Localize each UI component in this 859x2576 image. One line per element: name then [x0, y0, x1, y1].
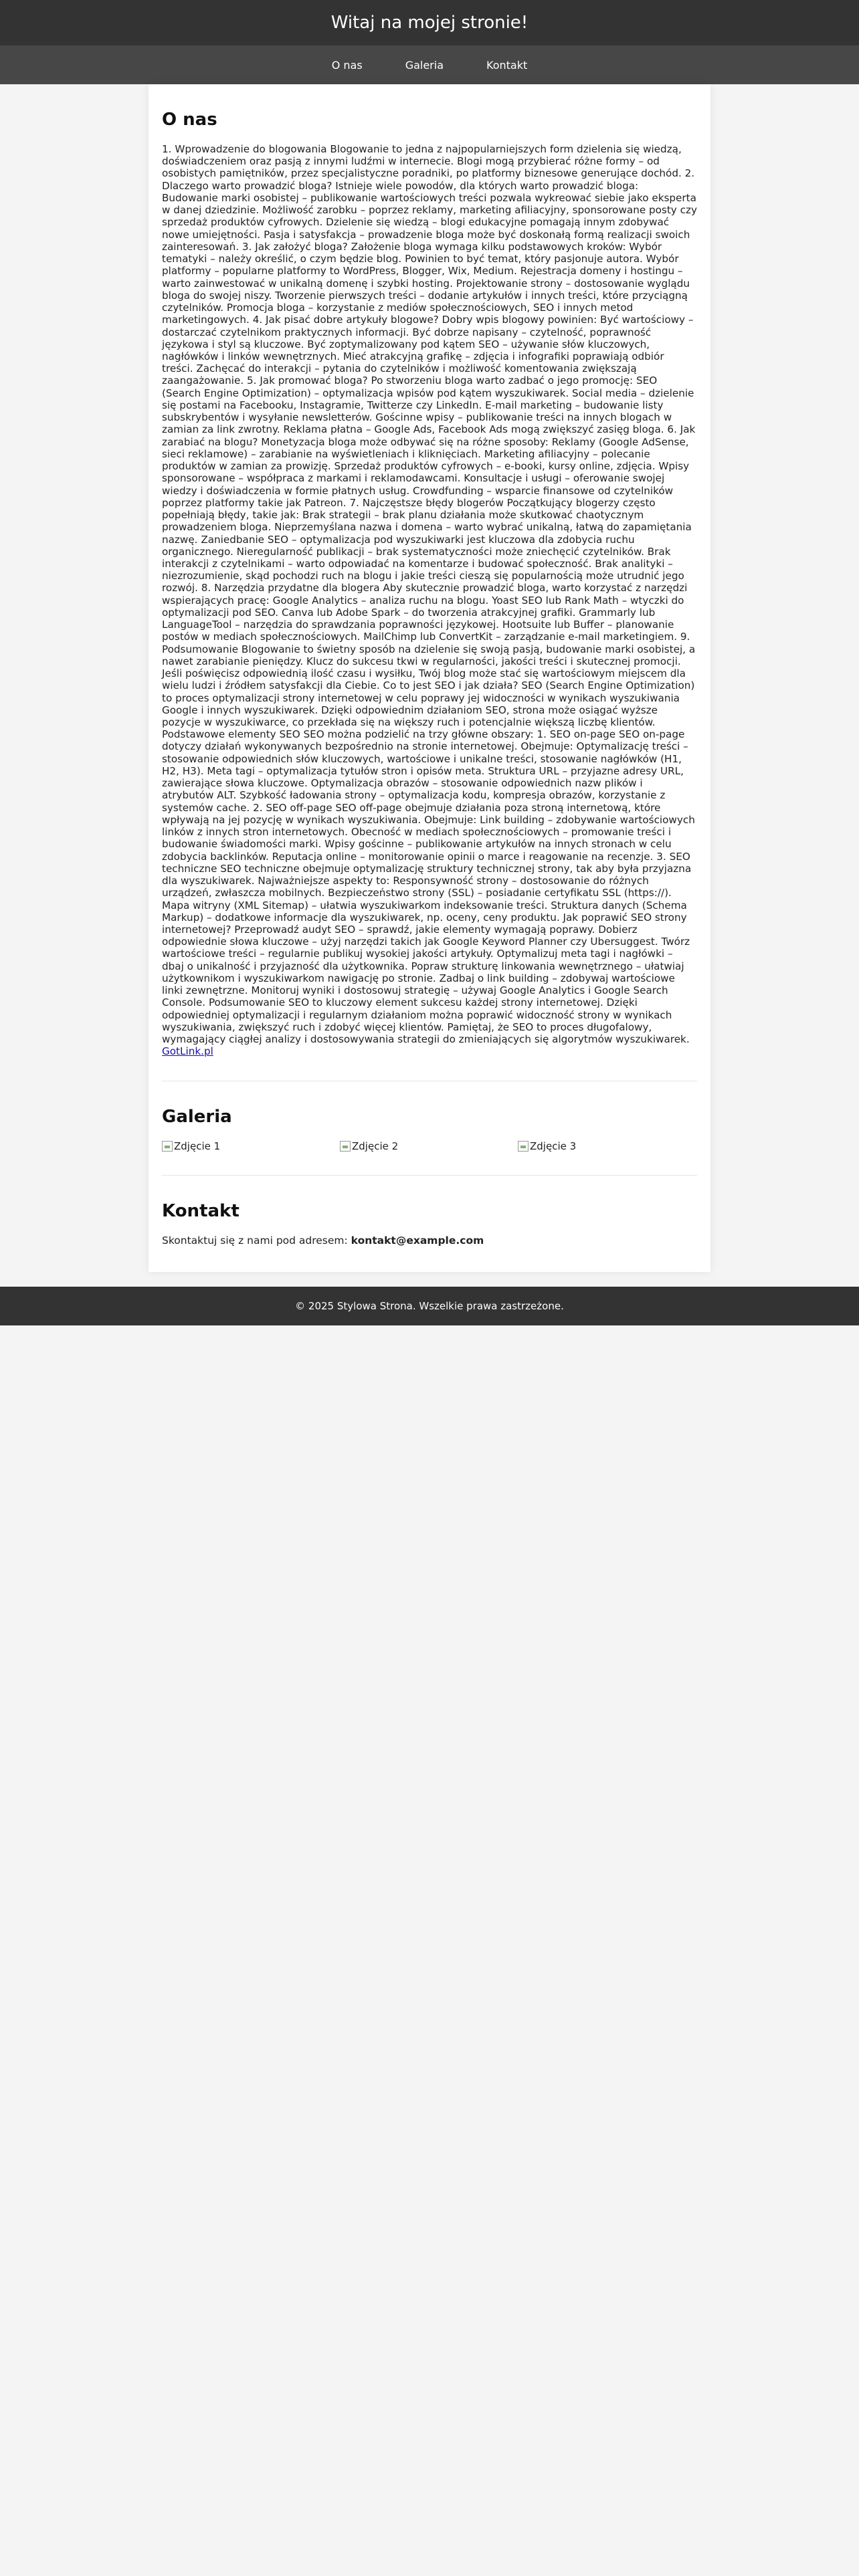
- contact-section: [162, 1176, 697, 1269]
- gallery-image-3: [518, 1140, 696, 1152]
- main-nav: [0, 45, 859, 84]
- site-title: Witaj na mojej stronie!: [330, 13, 529, 33]
- image-alt-text: Zdjęcie 1: [174, 1140, 221, 1152]
- gallery-image-1: [162, 1140, 340, 1152]
- about-text: [162, 143, 697, 1058]
- site-header: [0, 0, 859, 45]
- gallery-grid: [162, 1140, 697, 1152]
- footer-text: © 2025 Stylowa Strona. Wszelkie prawa zastrzeżone.: [295, 1299, 564, 1312]
- site-footer: [0, 1287, 859, 1325]
- nav-link-kontakt[interactable]: Kontakt: [486, 58, 528, 72]
- contact-heading: Kontakt: [162, 1200, 240, 1221]
- contact-line: [162, 1235, 697, 1247]
- about-body: 1. Wprowadzenie do blogowania Blogowanie to jedna z najpopularniejszych form dzielenia się wiedzą, doświadczeniem oraz pasją z innymi ludźmi w internecie. Blogi mogą przybierać różne formy – od osobistych pamiętników, przez specjalistyczne poradniki, po platformy biznesowe generujące dochód. 2. Dlaczego warto prowadzić bloga? Istnieje wiele powodów, dla których warto prowadzić bloga: Budowanie marki osobistej – publikowanie wartościowych treści pozwala wykreować siebie jako eksperta w danej dziedzinie. Możliwość zarobku – poprzez reklamy, marketing afiliacyjny, sponsorowane posty czy sprzedaż produktów cyfrowych. Dzielenie się wiedzą – blogi edukacyjne pomagają innym zdobywać nowe umiejętności. Pasja i satysfakcja – prowadzenie bloga może być doskonałą formą realizacji swoich zainteresowań. 3. Jak założyć bloga? Założenie bloga wymaga kilku podstawowych kroków: Wybór tematyki – należy określić, o czym będzie blog. Powinien to być temat, który pasjonuje autora. Wybór platformy – popularne platformy to WordPress, Blogger, Wix, Medium. Rejestracja domeny i hostingu – warto zainwestować w unikalną domenę i szybki hosting. Projektowanie strony – dostosowanie wyglądu bloga do swojej niszy. Tworzenie pierwszych treści – dodanie artykułów i innych treści, które przyciągną czytelników. Promocja bloga – korzystanie z mediów społecznościowych, SEO i innych metod marketingowych. 4. Jak pisać dobre artykuły blogowe? Dobry wpis blogowy powinien: Być wartościowy – dostarczać czytelnikom praktycznych informacji. Być dobrze napisany – czytelność, poprawność językowa i styl są kluczowe. Być zoptymalizowany pod kątem SEO – używanie słów kluczowych, nagłówków i linków wewnętrznych. Mieć atrakcyjną grafikę – zdjęcia i infografiki poprawiają odbiór treści. Zachęcać do interakcji – pytania do czytelników i możliwość komentowania zwiększają zaangażowanie. 5. Jak promować bloga? Po stworzeniu bloga warto zadbać o jego promocję: SEO (Search Engine Optimization) – optymalizacja wpisów pod kątem wyszukiwarek. Social media – dzielenie się postami na Facebooku, Instagramie, Twitterze czy LinkedIn. E-mail marketing – budowanie listy subskrybentów i wysyłanie newsletterów. Gościnne wpisy – publikowanie treści na innych blogach w zamian za link zwrotny. Reklama płatna – Google Ads, Facebook Ads mogą zwiększyć zasięg bloga. 6. Jak zarabiać na blogu? Monetyzacja bloga może odbywać się na różne sposoby: Reklamy (Google AdSense, sieci reklamowe) – zarabianie na wyświetleniach i kliknięciach. Marketing afiliacyjny – polecanie produktów w zamian za prowizję. Sprzedaż produktów cyfrowych – e-booki, kursy online, zdjęcia. Wpisy sponsorowane – współpraca z markami i reklamodawcami. Konsultacje i usługi – oferowanie swojej wiedzy i doświadczenia w formie płatnych usług. Crowdfunding – wsparcie finansowe od czytelników poprzez platformy takie jak Patreon. 7. Najczęstsze błędy blogerów Początkujący blogerzy często popełniają błędy, takie jak: Brak strategii – brak planu działania może skutkować chaotycznym prowadzeniem bloga. Nieprzemyślana nazwa i domena – warto wybrać unikalną, łatwą do zapamiętania nazwę. Zaniedbanie SEO – optymalizacja pod wyszukiwarki jest kluczowa dla zdobycia ruchu organicznego. Nieregularność publikacji – brak systematyczności może zniechęcić czytelników. Brak interakcji z czytelnikami – warto odpowiadać na komentarze i budować społeczność. Brak analityki – niezrozumienie, skąd pochodzi ruch na blogu i jakie treści cieszą się popularnością może utrudnić jego rozwój. 8. Narzędzia przydatne dla blogera Aby skutecznie prowadzić bloga, warto korzystać z narzędzi wspierających pracę: Google Analytics – analiza ruchu na blogu. Yoast SEO lub Rank Math – wtyczki do optymalizacji pod SEO. Canva lub Adobe Spark – do tworzenia atrakcyjnej grafiki. Grammarly lub LanguageTool – narzędzia do sprawdzania poprawności językowej. Hootsuite lub Buffer – planowanie postów w mediach społecznościowych. MailChimp lub ConvertKit – zarządzanie e-mail marketingiem. 9. Podsumowanie Blogowanie to świetny sposób na dzielenie się swoją pasją, budowanie marki osobistej, a nawet zarabianie pieniędzy. Klucz do sukcesu tkwi w regularności, jakości treści i skutecznej promocji. Jeśli poświęcisz odpowiednią ilość czasu i wysiłku, Twój blog może stać się wartościowym miejscem dla wielu ludzi i źródłem satysfakcji dla Ciebie. Co to jest SEO i jak działa? SEO (Search Engine Optimization) to proces optymalizacji strony internetowej w celu poprawy jej widoczności w wynikach wyszukiwania Google i innych wyszukiwarek. Dzięki odpowiednim działaniom SEO, strona może osiągać wyższe pozycje w wyszukiwarce, co przekłada się na większy ruch i potencjalnie większą liczbę klientów. Podstawowe elementy SEO SEO można podzielić na trzy główne obszary: 1. SEO on-page SEO on-page dotyczy działań wykonywanych bezpośrednio na stronie internetowej. Obejmuje: Optymalizację treści – stosowanie odpowiednich słów kluczowych, wartościowe i unikalne treści, stosowanie nagłówków (H1, H2, H3). Meta tagi – optymalizacja tytułów stron i opisów meta. Struktura URL – przyjazne adresy URL, zawierające słowa kluczowe. Optymalizacja obrazów – stosowanie odpowiednich nazw plików i atrybutów ALT. Szybkość ładowania strony – optymalizacja kodu, kompresja obrazów, korzystanie z systemów cache. 2. SEO off-page SEO off-page obejmuje działania poza stroną internetową, które wpływają na jej pozycję w wynikach wyszukiwania. Obejmuje: Link building – zdobywanie wartościowych linków z innych stron internetowych. Obecność w mediach społecznościowych – promowanie treści i budowanie świadomości marki. Wpisy gościnne – publikowanie artykułów na innych stronach w celu zdobycia backlinków. Reputacja online – monitorowanie opinii o marce i reagowanie na recenzje. 3. SEO techniczne SEO techniczne obejmuje optymalizację struktury technicznej strony, tak aby była przyjazna dla wyszukiwarek. Najważniejsze aspekty to: Responsywność strony – dostosowanie do różnych urządzeń, zwłaszcza mobilnych. Bezpieczeństwo strony (SSL) – posiadanie certyfikatu SSL (https://). Mapa witryny (XML Sitemap) – ułatwia wyszukiwarkom indeksowanie treści. Struktura danych (Schema Markup) – dodatkowe informacje dla wyszukiwarek, np. oceny, ceny produktu. Jak poprawić SEO strony internetowej? Przeprowadź audyt SEO – sprawdź, jakie elementy wymagają poprawy. Dobierz odpowiednie słowa kluczowe – użyj narzędzi takich jak Google Keyword Planner czy Ubersuggest. Twórz wartościowe treści – regularnie publikuj wysokiej jakości artykuły. Optymalizuj meta tagi i nagłówki – dbaj o unikalność i przyjazność dla użytkownika. Popraw strukturę linkowania wewnętrznego – ułatwiaj użytkownikom i wyszukiwarkom nawigację po stronie. Zadbaj o link building – zdobywaj wartościowe linki zewnętrzne. Monitoruj wyniki i dostosowuj strategię – używaj Google Analytics i Google Search Console. Podsumowanie SEO to kluczowy element sukcesu każdej strony internetowej. Dzięki odpowiedniej optymalizacji i regularnym działaniom można poprawić widoczność strony w wynikach wyszukiwania, zwiększyć ruch i zdobyć więcej klientów. Pamiętaj, że SEO to proces długofalowy, wymagający ciągłej analizy i dostosowywania strategii do zmieniających się algorytmów wyszukiwarek.: [162, 143, 697, 1046]
- nav-link-o-nas[interactable]: O nas: [331, 58, 363, 72]
- about-heading: O nas: [162, 110, 217, 130]
- gallery-heading: Galeria: [162, 1106, 232, 1127]
- broken-image-icon: [162, 1141, 173, 1152]
- broken-image-icon: [340, 1141, 351, 1152]
- gallery-section: [162, 1081, 697, 1176]
- image-alt-text: Zdjęcie 3: [530, 1140, 577, 1152]
- contact-text: Skontaktuj się z nami pod adresem:: [162, 1234, 351, 1247]
- broken-image-icon: [518, 1141, 529, 1152]
- main-content: [149, 84, 710, 1272]
- image-alt-text: Zdjęcie 2: [352, 1140, 399, 1152]
- contact-email: kontakt@example.com: [351, 1234, 484, 1247]
- nav-link-galeria[interactable]: Galeria: [405, 58, 444, 72]
- gotlink-link[interactable]: GotLink.pl: [162, 1045, 213, 1058]
- about-section: [162, 84, 697, 1081]
- gallery-image-2: [340, 1140, 518, 1152]
